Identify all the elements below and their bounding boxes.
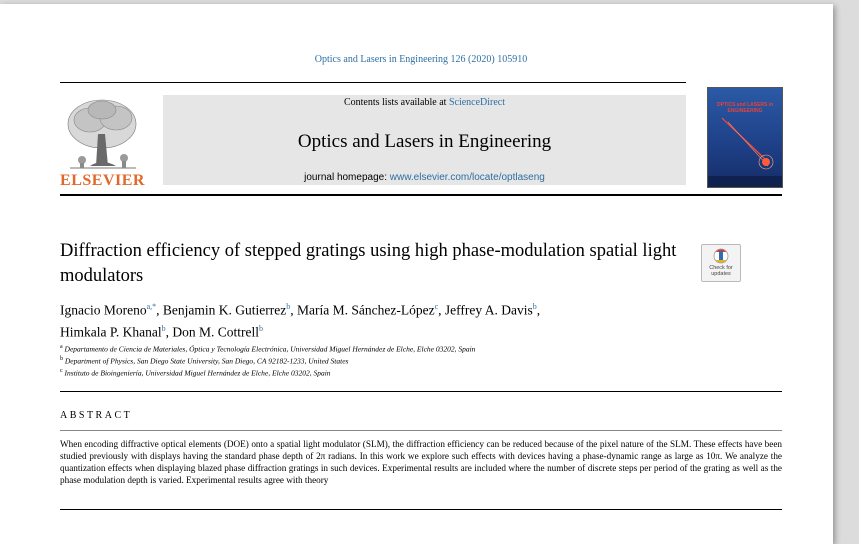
aff-mark: c	[60, 368, 63, 374]
author-separator: ,	[290, 302, 298, 318]
aff-mark: a	[60, 344, 63, 350]
affiliation-c	[60, 368, 780, 378]
author-affiliation-mark[interactable]: b	[258, 323, 263, 333]
cover-laser-graphic	[708, 88, 782, 187]
author-name[interactable]: Jeffrey A. Davis	[444, 302, 533, 318]
journal-title: Optics and Lasers in Engineering	[297, 131, 552, 152]
author-name[interactable]: Benjamin K. Gutierrez	[162, 302, 287, 318]
homepage-link[interactable]: www.elsevier.com/locate/optlaseng	[389, 172, 545, 183]
cover-title: OPTICS and LASERS in ENGINEERING	[716, 102, 774, 114]
aff-mark: b	[60, 356, 63, 362]
sciencedirect-link[interactable]: ScienceDirect	[448, 97, 506, 108]
author-separator: ,	[438, 302, 445, 318]
author-name[interactable]: Don M. Cottrell	[172, 324, 259, 339]
pdf-page	[0, 4, 833, 544]
author-affiliation-mark[interactable]: c	[434, 302, 439, 311]
abstract-body: When encoding diffractive optical elements (DOE) onto a spatial light modulator (SLM), the diffraction efficiency can be reduced because of the pixel nature of the SLM. These effects have been studied previously with displays having the standard phase depth of 2π radians. In this work we explore such effects with devices having a phase-dynamic range as large as 10π. We analyze the quantization effects when displaying blazed phase diffraction gratings in such devices. Experimental results are included where the number of discrete steps per period of the grating as well as the phase modulation depth is varied. Experimental results agree with theory	[60, 439, 782, 485]
author-separator: ,	[165, 324, 173, 339]
author-list	[60, 298, 760, 341]
article-title: Diffraction efficiency of stepped gratings using high phase-modulation spatial light modulators	[60, 241, 677, 286]
journal-cover-image[interactable]	[707, 87, 783, 188]
contents-line	[163, 97, 686, 108]
abstract-bottom-rule	[60, 509, 782, 510]
top-rule	[60, 82, 686, 83]
citation-line[interactable]: Optics and Lasers in Engineering 126 (2020) 105910	[314, 54, 528, 65]
elsevier-wordmark[interactable]: ELSEVIER	[60, 172, 145, 189]
affiliation-a	[60, 344, 780, 354]
crossmark-icon	[713, 248, 729, 266]
author-affiliation-mark[interactable]: b	[532, 302, 537, 311]
author-affiliation-mark[interactable]: b	[286, 302, 291, 311]
abstract-heading: ABSTRACT	[60, 410, 133, 421]
header-thick-rule	[60, 194, 782, 196]
author-separator: ,	[156, 302, 163, 318]
author-affiliation-mark[interactable]: b	[161, 323, 166, 333]
abstract-rule	[60, 430, 782, 431]
affiliation-rule	[60, 391, 782, 392]
contents-prefix: Contents lists available at	[343, 97, 449, 108]
author-separator: ,	[536, 302, 541, 318]
author-affiliation-mark[interactable]: a,*	[146, 302, 157, 311]
aff-text: Department of Physics, San Diego State University, San Diego, CA 92182-1233, United States	[64, 356, 349, 366]
homepage-line	[163, 172, 686, 183]
aff-text: Instituto de Bioingeniería, Universidad Miguel Hernández de Elche, Elche 03202, Spain	[64, 368, 331, 378]
homepage-prefix: journal homepage:	[304, 172, 390, 183]
author-name[interactable]: María M. Sánchez-López	[297, 302, 435, 318]
crossmark-label: Check for updates	[709, 265, 733, 277]
affiliation-b	[60, 356, 780, 366]
aff-text: Departamento de Ciencia de Materiales, Óptica y Tecnología Electrónica, Universidad Miguel Hernández de Elche, Elche 03202, Spain	[64, 344, 476, 354]
author-name[interactable]: Himkala P. Khanal	[60, 324, 162, 339]
author-name[interactable]: Ignacio Moreno	[60, 302, 147, 318]
